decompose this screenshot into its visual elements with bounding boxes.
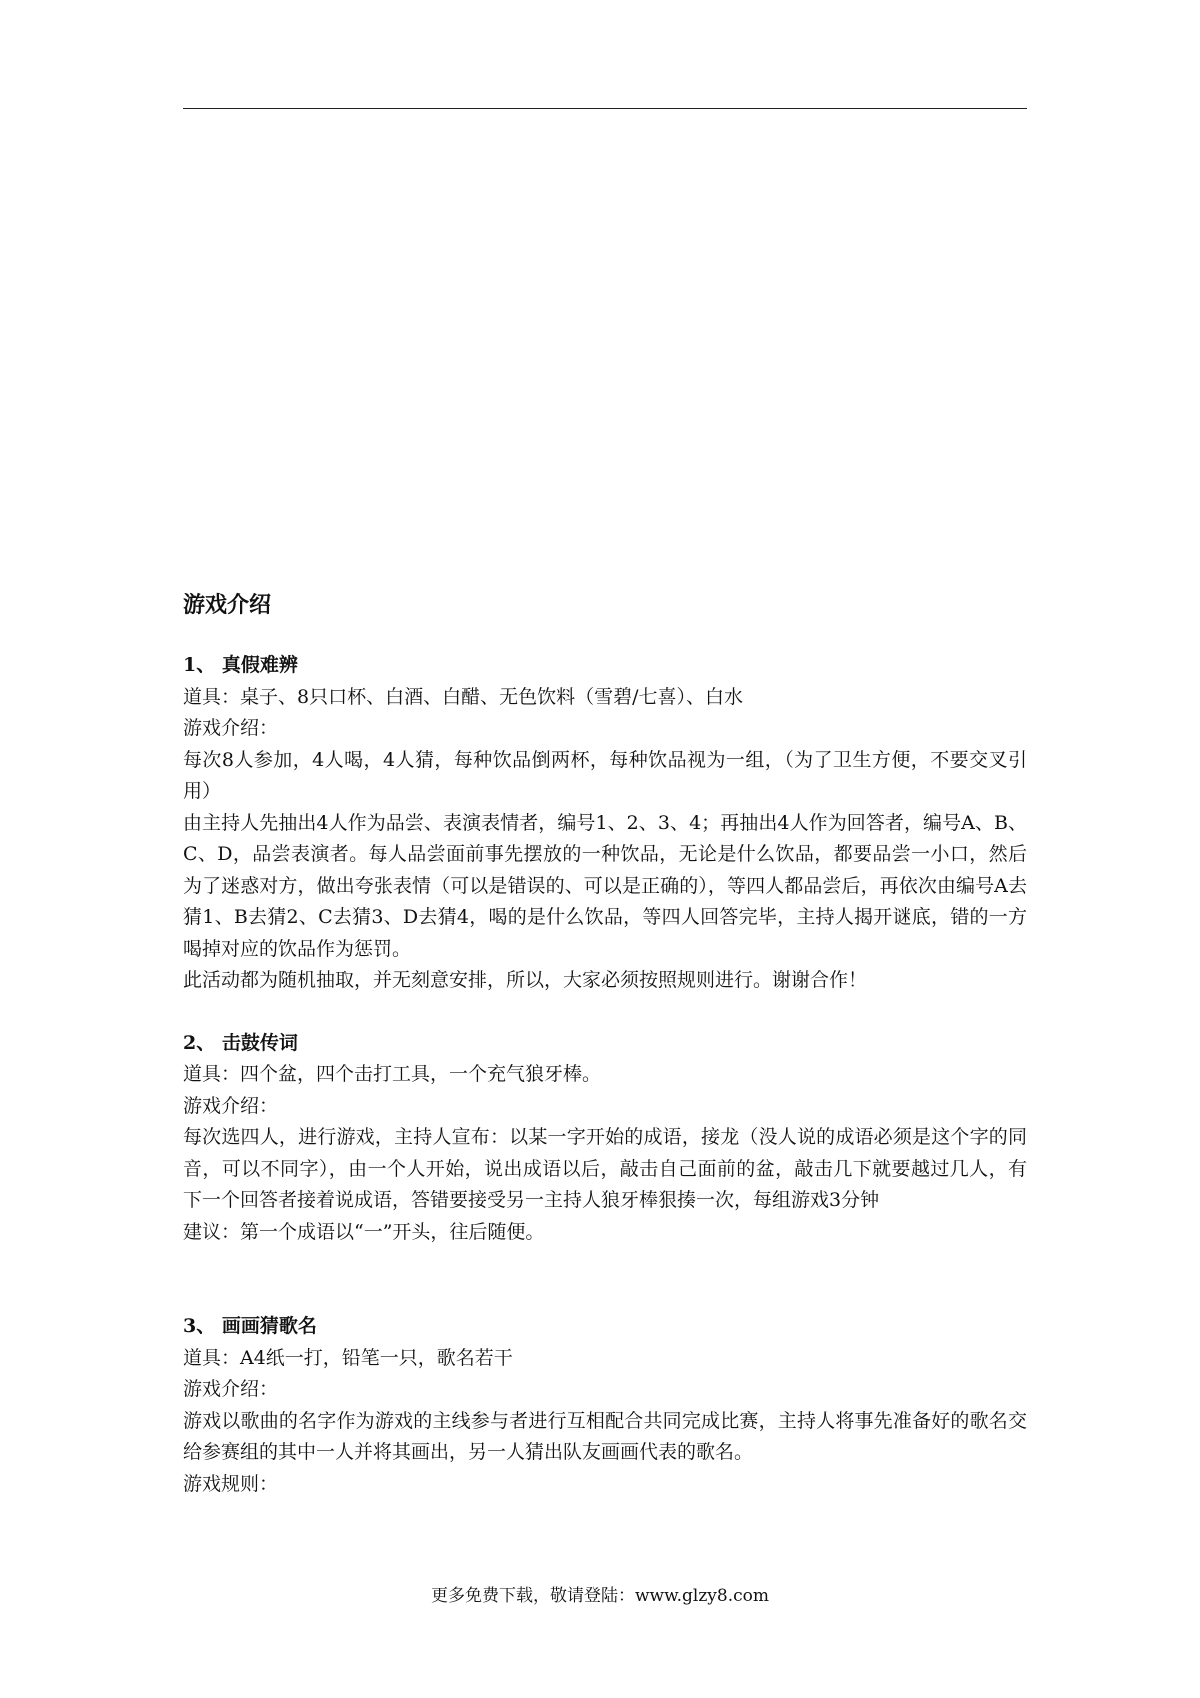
section-props: 道具：桌子、8只口杯、白酒、白醋、无色饮料（雪碧/七喜）、白水 [183,685,743,708]
section-heading: 1、 真假难辨 [183,654,298,676]
document-body [183,588,1027,1500]
section-heading: 2、 击鼓传词 [183,1031,298,1054]
section-paragraph: 由主持人先抽出4人作为品尝、表演表情者，编号1、2、3、4；再抽出4人作为回答者，编号A、B、C、D，品尝表演者。每人品尝面前事先摆放的一种饮品，无论是什么饮品，都要品尝一小口，然后为了迷惑对方，做出夸张表情（可以是错误的、可以是正确的），等四人都品尝后，再依次由编号A去猜1、B去猜2、C去猜3、D去猜4，喝的是什么饮品，等四人回答完毕，主持人揭开谜底，错的一方喝掉对应的饮品作为惩罚。 [183,811,1027,960]
section-drum-word [183,1028,1027,1249]
section-intro-label: 游戏介绍： [183,717,279,739]
section-paragraph: 游戏规则： [183,1472,279,1495]
section-paragraph: 建议：第一个成语以“一”开头，往后随便。 [183,1220,545,1243]
footer-download-note: 更多免费下载，敬请登陆：www.glzy8.com [430,1586,769,1606]
section-props: 道具：四个盆，四个击打工具，一个充气狼牙棒。 [183,1063,602,1085]
section-paragraph: 每次选四人，进行游戏，主持人宣布：以某一字开始的成语，接龙（没人说的成语必须是这个字的同音，可以不同字），由一个人开始，说出成语以后，敲击自己面前的盆，敲击几下就要越过几人，有下一个回答者接着说成语，答错要接受另一主持人狼牙棒狠揍一次，每组游戏3分钟 [183,1126,1027,1211]
section-intro-label: 游戏介绍： [183,1378,279,1400]
section-heading: 3、 画画猜歌名 [183,1315,317,1337]
page-title: 游戏介绍 [183,592,272,618]
section-intro-label: 游戏介绍： [183,1094,279,1117]
section-props: 道具：A4纸一打，铅笔一只，歌名若干 [183,1346,513,1369]
header-rule [183,108,1027,109]
section-paragraph: 此活动都为随机抽取，并无刻意安排，所以，大家必须按照规则进行。谢谢合作！ [183,969,868,991]
section-true-false [183,650,1027,997]
section-paragraph: 游戏以歌曲的名字作为游戏的主线参与者进行互相配合共同完成比赛，主持人将事先准备好的歌名交给参赛组的其中一人并将其画出，另一人猜出队友画画代表的歌名。 [183,1409,1027,1463]
section-draw-song [183,1311,1027,1500]
section-paragraph: 每次8人参加，4人喝，4人猜，每种饮品倒两杯，每种饮品视为一组，（为了卫生方便，不要交叉引用） [183,748,1027,802]
